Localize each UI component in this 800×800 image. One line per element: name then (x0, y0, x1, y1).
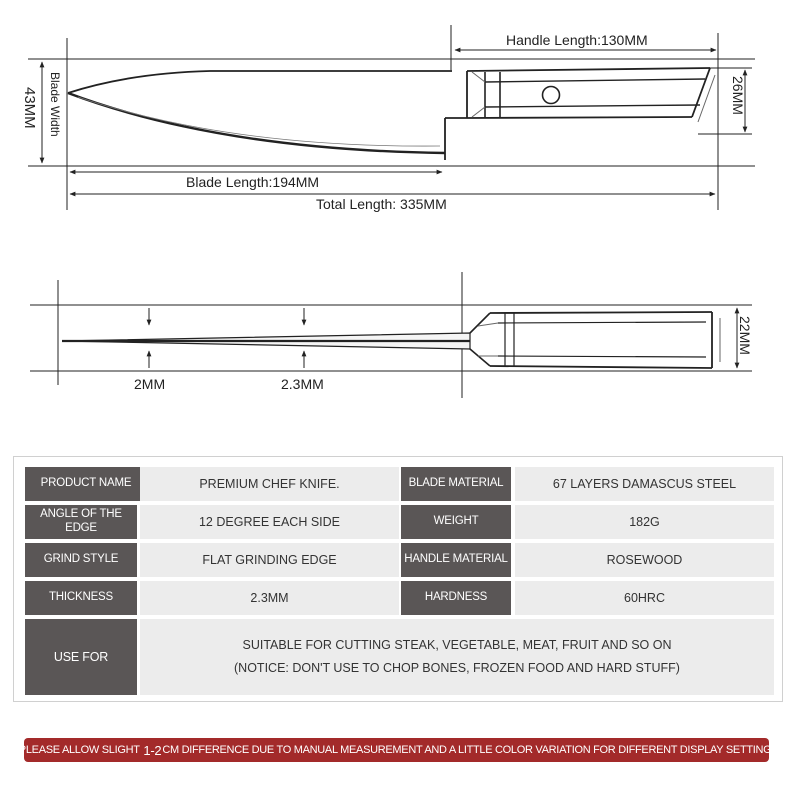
notice-unit: CM (162, 744, 179, 756)
product-name-label: PRODUCT NAME (25, 467, 147, 501)
measurement-notice-banner (18, 738, 775, 762)
handle-length-text: Handle Length:130MM (506, 32, 648, 48)
notice-range: 1-2 (143, 742, 162, 758)
spec-table (13, 456, 783, 702)
blade-length-text: Blade Length:194MM (186, 174, 320, 190)
use-for-value (140, 619, 774, 695)
weight-value: 182G (515, 505, 774, 539)
tip-thickness-text: 2MM (134, 376, 166, 392)
edge-angle-label: ANGLE OF THE EDGE (25, 505, 137, 539)
blade-outline (68, 71, 467, 160)
grind-style-label: GRIND STYLE (25, 543, 137, 577)
product-name-value: PREMIUM CHEF KNIFE. (140, 467, 399, 501)
spine-handle-outline (470, 312, 720, 368)
use-for-label: USE FOR (25, 619, 137, 695)
thickness-label: THICKNESS (25, 581, 137, 615)
handle-outline (467, 68, 715, 122)
hardness-value: 60HRC (515, 581, 774, 615)
grind-style-value: FLAT GRINDING EDGE (140, 543, 399, 577)
spine-handle-width-text: 22MM (737, 316, 753, 355)
notice-text-before: PLEASE ALLOW SLIGHT (18, 744, 140, 756)
blade-width-value: 43MM (21, 87, 38, 129)
handle-material-label: HANDLE MATERIAL (401, 543, 511, 577)
knife-side-view (28, 25, 755, 210)
total-length-text: Total Length: 335MM (316, 196, 447, 212)
handle-material-value: ROSEWOOD (515, 543, 774, 577)
hardness-label: HARDNESS (401, 581, 511, 615)
rivet-icon (543, 87, 560, 104)
handle-width-text: 26MM (730, 76, 746, 115)
blade-width-label: Blade Width (48, 72, 62, 137)
weight-label: WEIGHT (401, 505, 511, 539)
thickness-value: 2.3MM (140, 581, 399, 615)
edge-angle-value: 12 DEGREE EACH SIDE (140, 505, 399, 539)
notice-text-after: DIFFERENCE DUE TO MANUAL MEASUREMENT AND A LITTLE COLOR VARIATION FOR DIFFERENT DISPLAY SETTING. (181, 744, 775, 756)
spine-thickness-text: 2.3MM (281, 376, 324, 392)
use-for-line-1: SUITABLE FOR CUTTING STEAK, VEGETABLE, MEAT, FRUIT AND SO ON (242, 638, 672, 652)
blade-material-value: 67 LAYERS DAMASCUS STEEL (515, 467, 774, 501)
blade-material-label: BLADE MATERIAL (401, 467, 511, 501)
use-for-line-2: (NOTICE: DON'T USE TO CHOP BONES, FROZEN FOOD AND HARD STUFF) (234, 661, 680, 675)
